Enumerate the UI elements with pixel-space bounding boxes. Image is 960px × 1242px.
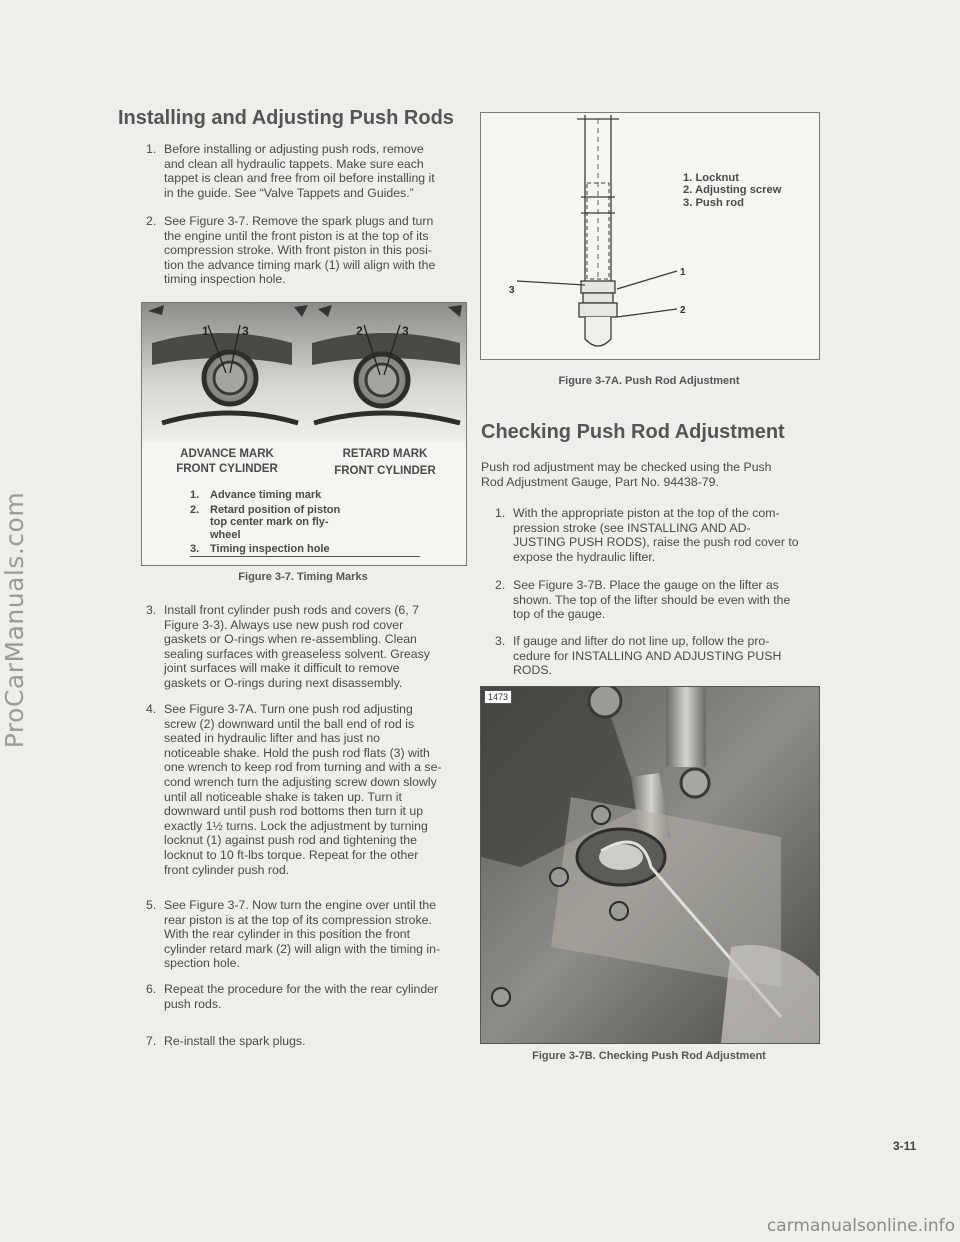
step-number: 6. — [146, 982, 157, 996]
callout-3: 3 — [509, 285, 515, 296]
legend-item: 3. Timing inspection hole — [190, 543, 420, 557]
photo-number-tag: 1473 — [484, 690, 512, 704]
step-number: 1. — [146, 142, 157, 156]
step-number: 1. — [495, 506, 506, 520]
retard-mark-label: RETARD MARK FRONT CYLINDER — [334, 448, 436, 477]
advance-mark-label: ADVANCE MARK FRONT CYLINDER — [176, 448, 278, 475]
step-number: 2. — [495, 578, 506, 592]
figure-timing-marks — [141, 302, 467, 566]
step-left-3: 3. Install front cylinder push rods and covers (6, 7 Figure 3-3). Always use new push rod cover gaskets or O-rings when re-assembling. Clean sealing surfaces with greaseless solvent. Greasy joint surfaces will make it difficult to remove gaskets or O-rings during next disassembly. — [146, 603, 430, 690]
step-right-3: 3. If gauge and lifter do not line up, follow the pro- cedure for INSTALLING AND ADJUSTING PUSH RODS. — [495, 634, 782, 678]
figure-checking-push-rod-photo — [480, 686, 820, 1044]
side-watermark: ProCarManuals.com — [0, 491, 29, 749]
text-line: See Figure 3-7. Remove the spark plugs and turn — [164, 214, 434, 228]
callout-3: 3 — [242, 324, 249, 338]
step-number: 3. — [495, 634, 506, 648]
timing-marks-illustration — [142, 303, 466, 443]
step-number: 7. — [146, 1034, 157, 1048]
text-line: in the guide. See “Valve Tappets and Guides.” — [164, 185, 414, 200]
step-right-1: 1. With the appropriate piston at the top of the com- pression stroke (see INSTALLING AND AD- JUSTING PUSH RODS), raise the push rod cover to expose the hydraulic lifter. — [495, 506, 799, 564]
legend-item: 3. Push rod — [683, 196, 744, 209]
step-left-4: 4. See Figure 3-7A. Turn one push rod adjusting screw (2) downward until the ball end of rod is seated in hydraulic lifter and has just no noticeable shake. Hold the push rod flats (3) with one wrench to keep rod from turning and with a se- cond wrench turn the adjusting screw down slowly until all noticeable shake is taken up. Turn it downward until push rod bottoms then turn it up exactly 1½ turns. Lock the adjustment by turning locknut (1) against push rod and tightening the locknut to 10 ft-lbs torque. Repeat for the other front cylinder push rod. — [146, 702, 442, 877]
step-left-5: 5. See Figure 3-7. Now turn the engine over until the rear piston is at the top of its compression stroke. With the rear cylinder in this position the front cylinder retard mark (2) will align with the timing in- spection hole. — [146, 898, 441, 971]
step-left-7: 7. Re-install the spark plugs. — [146, 1034, 306, 1048]
callout-1: 1 — [680, 267, 686, 278]
check-intro: Push rod adjustment may be checked using the Push Rod Adjustment Gauge, Part No. 94438-79. — [481, 460, 772, 489]
figure-push-rod-adjustment — [480, 112, 820, 360]
text-line: Before installing or adjusting push rods, remove — [164, 142, 424, 156]
bottom-watermark: carmanualsonline.info — [766, 1216, 955, 1236]
step-number: 5. — [146, 898, 157, 912]
figure-caption-3-7a: Figure 3-7A. Push Rod Adjustment — [558, 375, 740, 387]
step-number: 3. — [146, 603, 157, 617]
step-right-2: 2. See Figure 3-7B. Place the gauge on the lifter as shown. The top of the lifter should be even with the top of the gauge. — [495, 578, 791, 622]
callout-3b: 3 — [402, 324, 409, 338]
text-line: tappet is clean and free from oil before installing it — [164, 171, 435, 186]
section-heading-check: Checking Push Rod Adjustment — [481, 421, 785, 443]
text-line: tion the advance timing mark (1) will align with the — [164, 257, 436, 272]
step-left-6: 6. Repeat the procedure for the with the rear cylinder push rods. — [146, 982, 439, 1011]
step-left-1 — [146, 142, 464, 200]
text-line: timing inspection hole. — [164, 272, 286, 287]
push-rod-diagram — [481, 113, 819, 359]
text-line: compression stroke. With front piston in this posi- — [164, 243, 432, 258]
callout-1: 1 — [202, 324, 209, 338]
text-line: the engine until the front piston is at the top of its — [164, 228, 429, 243]
legend-item: 2. Retard position of piston top center mark on fly- wheel — [190, 503, 341, 541]
callout-2: 2 — [680, 305, 686, 316]
legend-item: 1. Locknut — [683, 172, 739, 184]
step-left-2 — [146, 214, 464, 287]
step-number: 4. — [146, 702, 157, 716]
push-rod-legend — [683, 172, 781, 209]
callout-2: 2 — [356, 324, 363, 338]
figure-caption-3-7b: Figure 3-7B. Checking Push Rod Adjustment — [532, 1050, 766, 1062]
legend-item: 1. Advance timing mark — [190, 489, 322, 501]
section-heading: Installing and Adjusting Push Rods — [118, 107, 454, 129]
step-number: 2. — [146, 214, 157, 228]
page-number: 3-11 — [893, 1139, 917, 1153]
timing-marks-legend — [190, 489, 425, 557]
legend-item: 2. Adjusting screw — [683, 184, 782, 197]
text-line: and clean all hydraulic tappets. Make sure each — [164, 156, 424, 171]
gauge-photo — [481, 687, 819, 1043]
figure-caption-3-7: Figure 3-7. Timing Marks — [238, 571, 368, 583]
